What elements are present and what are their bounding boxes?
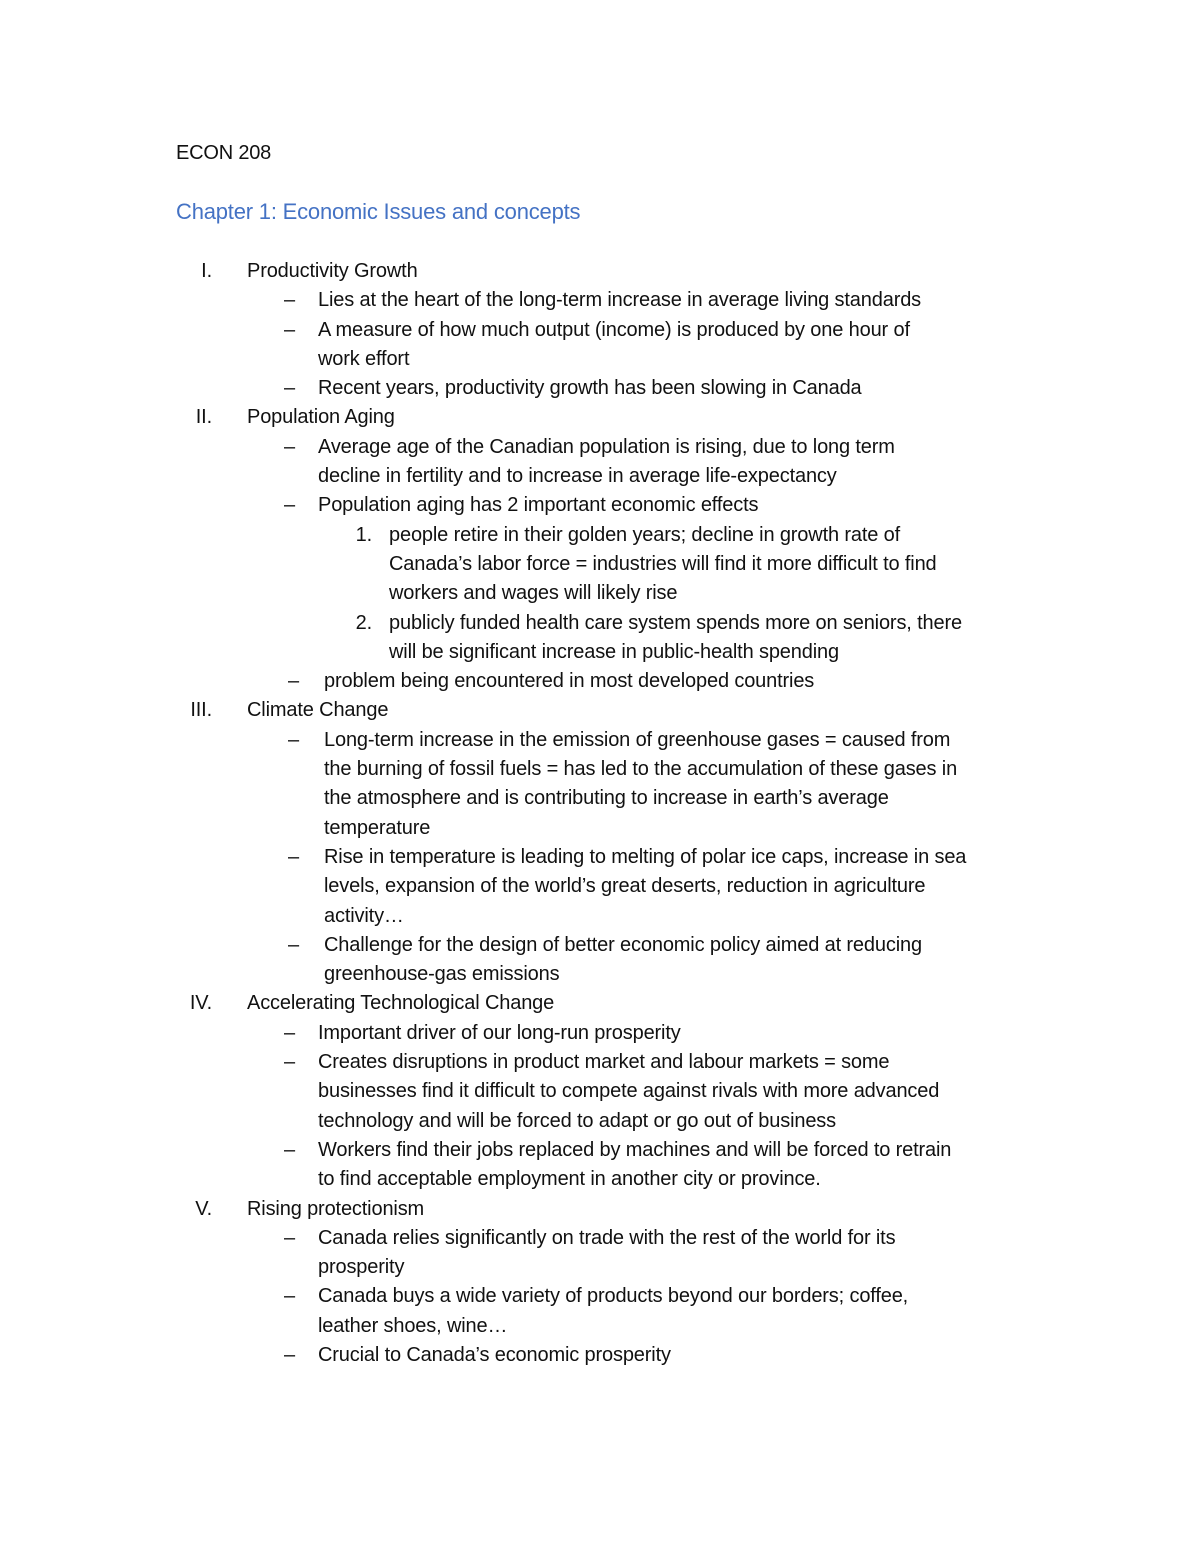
bullet-point (0, 374, 1200, 403)
bullet-continuation (0, 960, 1200, 989)
bullet-text: temperature (324, 816, 431, 839)
section-heading (0, 257, 1200, 286)
bullet-text: activity… (324, 904, 404, 927)
bullet-continuation (0, 784, 1200, 813)
bullet-text: the atmosphere and is contributing to increase in earth’s average (324, 787, 889, 810)
bullet-text: work effort (318, 347, 410, 370)
bullet-point (0, 1136, 1200, 1165)
item-number: 1. (355, 523, 372, 546)
bullet-point (0, 1341, 1200, 1370)
bullet-text: Creates disruptions in product market and labour markets = some (318, 1051, 890, 1074)
bullet-point (0, 931, 1200, 960)
course-code: ECON 208 (176, 142, 272, 164)
dash-bullet: – (288, 933, 299, 956)
bullet-text: leather shoes, wine… (318, 1314, 508, 1337)
bullet-point (0, 1019, 1200, 1048)
outline-list (0, 257, 1200, 1370)
dash-bullet: – (288, 670, 299, 693)
section-numeral: IV. (189, 992, 212, 1015)
section-title: Population Aging (247, 406, 395, 429)
bullet-text: Canada relies significantly on trade with the rest of the world for its (318, 1226, 896, 1249)
bullet-point (0, 433, 1200, 462)
dash-bullet: – (284, 1343, 295, 1366)
bullet-continuation (0, 462, 1200, 491)
chapter-heading: Chapter 1: Economic Issues and concepts (176, 199, 581, 224)
bullet-text: Crucial to Canada’s economic prosperity (318, 1343, 671, 1366)
dash-bullet: – (288, 728, 299, 751)
section-heading (0, 696, 1200, 725)
dash-bullet: – (284, 435, 295, 458)
section-title: Accelerating Technological Change (247, 992, 555, 1015)
numbered-text: Canada’s labor force = industries will find it more difficult to find (389, 552, 937, 575)
bullet-text: Canada buys a wide variety of products beyond our borders; coffee, (318, 1285, 909, 1308)
bullet-text: Workers find their jobs replaced by machines and will be forced to retrain (318, 1138, 952, 1161)
bullet-text: Lies at the heart of the long-term increase in average living standards (318, 289, 922, 312)
section-title: Climate Change (247, 699, 389, 722)
section-heading (0, 989, 1200, 1018)
item-number: 2. (355, 611, 372, 634)
bullet-text: greenhouse-gas emissions (324, 963, 560, 986)
bullet-continuation (0, 755, 1200, 784)
dash-bullet: – (284, 494, 295, 517)
bullet-text: Population aging has 2 important economic effects (318, 494, 759, 517)
numbered-continuation (0, 550, 1200, 579)
dash-bullet: – (284, 289, 295, 312)
bullet-point (0, 667, 1200, 696)
section-numeral: V. (195, 1197, 212, 1220)
bullet-text: Challenge for the design of better economic policy aimed at reducing (324, 933, 922, 956)
section-title: Productivity Growth (247, 260, 418, 282)
bullet-continuation (0, 814, 1200, 843)
bullet-text: problem being encountered in most developed countries (324, 670, 815, 693)
numbered-text: people retire in their golden years; decline in growth rate of (389, 523, 901, 546)
bullet-text: Average age of the Canadian population is rising, due to long term (318, 435, 895, 458)
dash-bullet: – (284, 1051, 295, 1074)
numbered-text: will be significant increase in public-health spending (389, 640, 839, 663)
bullet-text: to find acceptable employment in another city or province. (318, 1168, 821, 1191)
bullet-continuation (0, 1253, 1200, 1282)
numbered-continuation (0, 638, 1200, 667)
bullet-continuation (0, 1312, 1200, 1341)
numbered-item (0, 521, 1200, 550)
bullet-continuation (0, 1077, 1200, 1106)
section-heading (0, 1195, 1200, 1224)
bullet-text: Long-term increase in the emission of greenhouse gases = caused from (324, 728, 951, 751)
numbered-text: publicly funded health care system spends more on seniors, there (389, 611, 962, 634)
dash-bullet: – (284, 318, 295, 341)
numbered-text: workers and wages will likely rise (389, 582, 678, 605)
section-numeral: I. (201, 260, 212, 282)
section-numeral: III. (190, 699, 212, 722)
section-numeral: II. (195, 406, 212, 429)
bullet-text: Important driver of our long-run prosperity (318, 1021, 681, 1044)
dash-bullet: – (284, 1285, 295, 1308)
section-title: Rising protectionism (247, 1197, 425, 1220)
bullet-point (0, 316, 1200, 345)
dash-bullet: – (284, 377, 295, 400)
bullet-point (0, 726, 1200, 755)
numbered-item (0, 609, 1200, 638)
bullet-continuation (0, 902, 1200, 931)
bullet-point (0, 1282, 1200, 1311)
bullet-text: the burning of fossil fuels = has led to the accumulation of these gases in (324, 758, 958, 781)
bullet-text: decline in fertility and to increase in average life-expectancy (318, 465, 837, 488)
bullet-point (0, 491, 1200, 520)
bullet-point (0, 843, 1200, 872)
dash-bullet: – (284, 1138, 295, 1161)
bullet-text: levels, expansion of the world’s great deserts, reduction in agriculture (324, 875, 926, 898)
bullet-point (0, 1048, 1200, 1077)
dash-bullet: – (284, 1226, 295, 1249)
bullet-text: Recent years, productivity growth has been slowing in Canada (318, 377, 862, 400)
bullet-point (0, 286, 1200, 315)
bullet-text: A measure of how much output (income) is produced by one hour of (318, 318, 910, 341)
bullet-continuation (0, 345, 1200, 374)
bullet-continuation (0, 1107, 1200, 1136)
dash-bullet: – (284, 1021, 295, 1044)
bullet-continuation (0, 872, 1200, 901)
bullet-text: prosperity (318, 1256, 405, 1279)
bullet-continuation (0, 1165, 1200, 1194)
bullet-text: businesses find it difficult to compete against rivals with more advanced (318, 1080, 940, 1103)
bullet-text: technology and will be forced to adapt or go out of business (318, 1109, 837, 1132)
section-heading (0, 403, 1200, 432)
numbered-continuation (0, 579, 1200, 608)
dash-bullet: – (288, 845, 299, 868)
bullet-point (0, 1224, 1200, 1253)
bullet-text: Rise in temperature is leading to melting of polar ice caps, increase in sea (324, 845, 967, 868)
